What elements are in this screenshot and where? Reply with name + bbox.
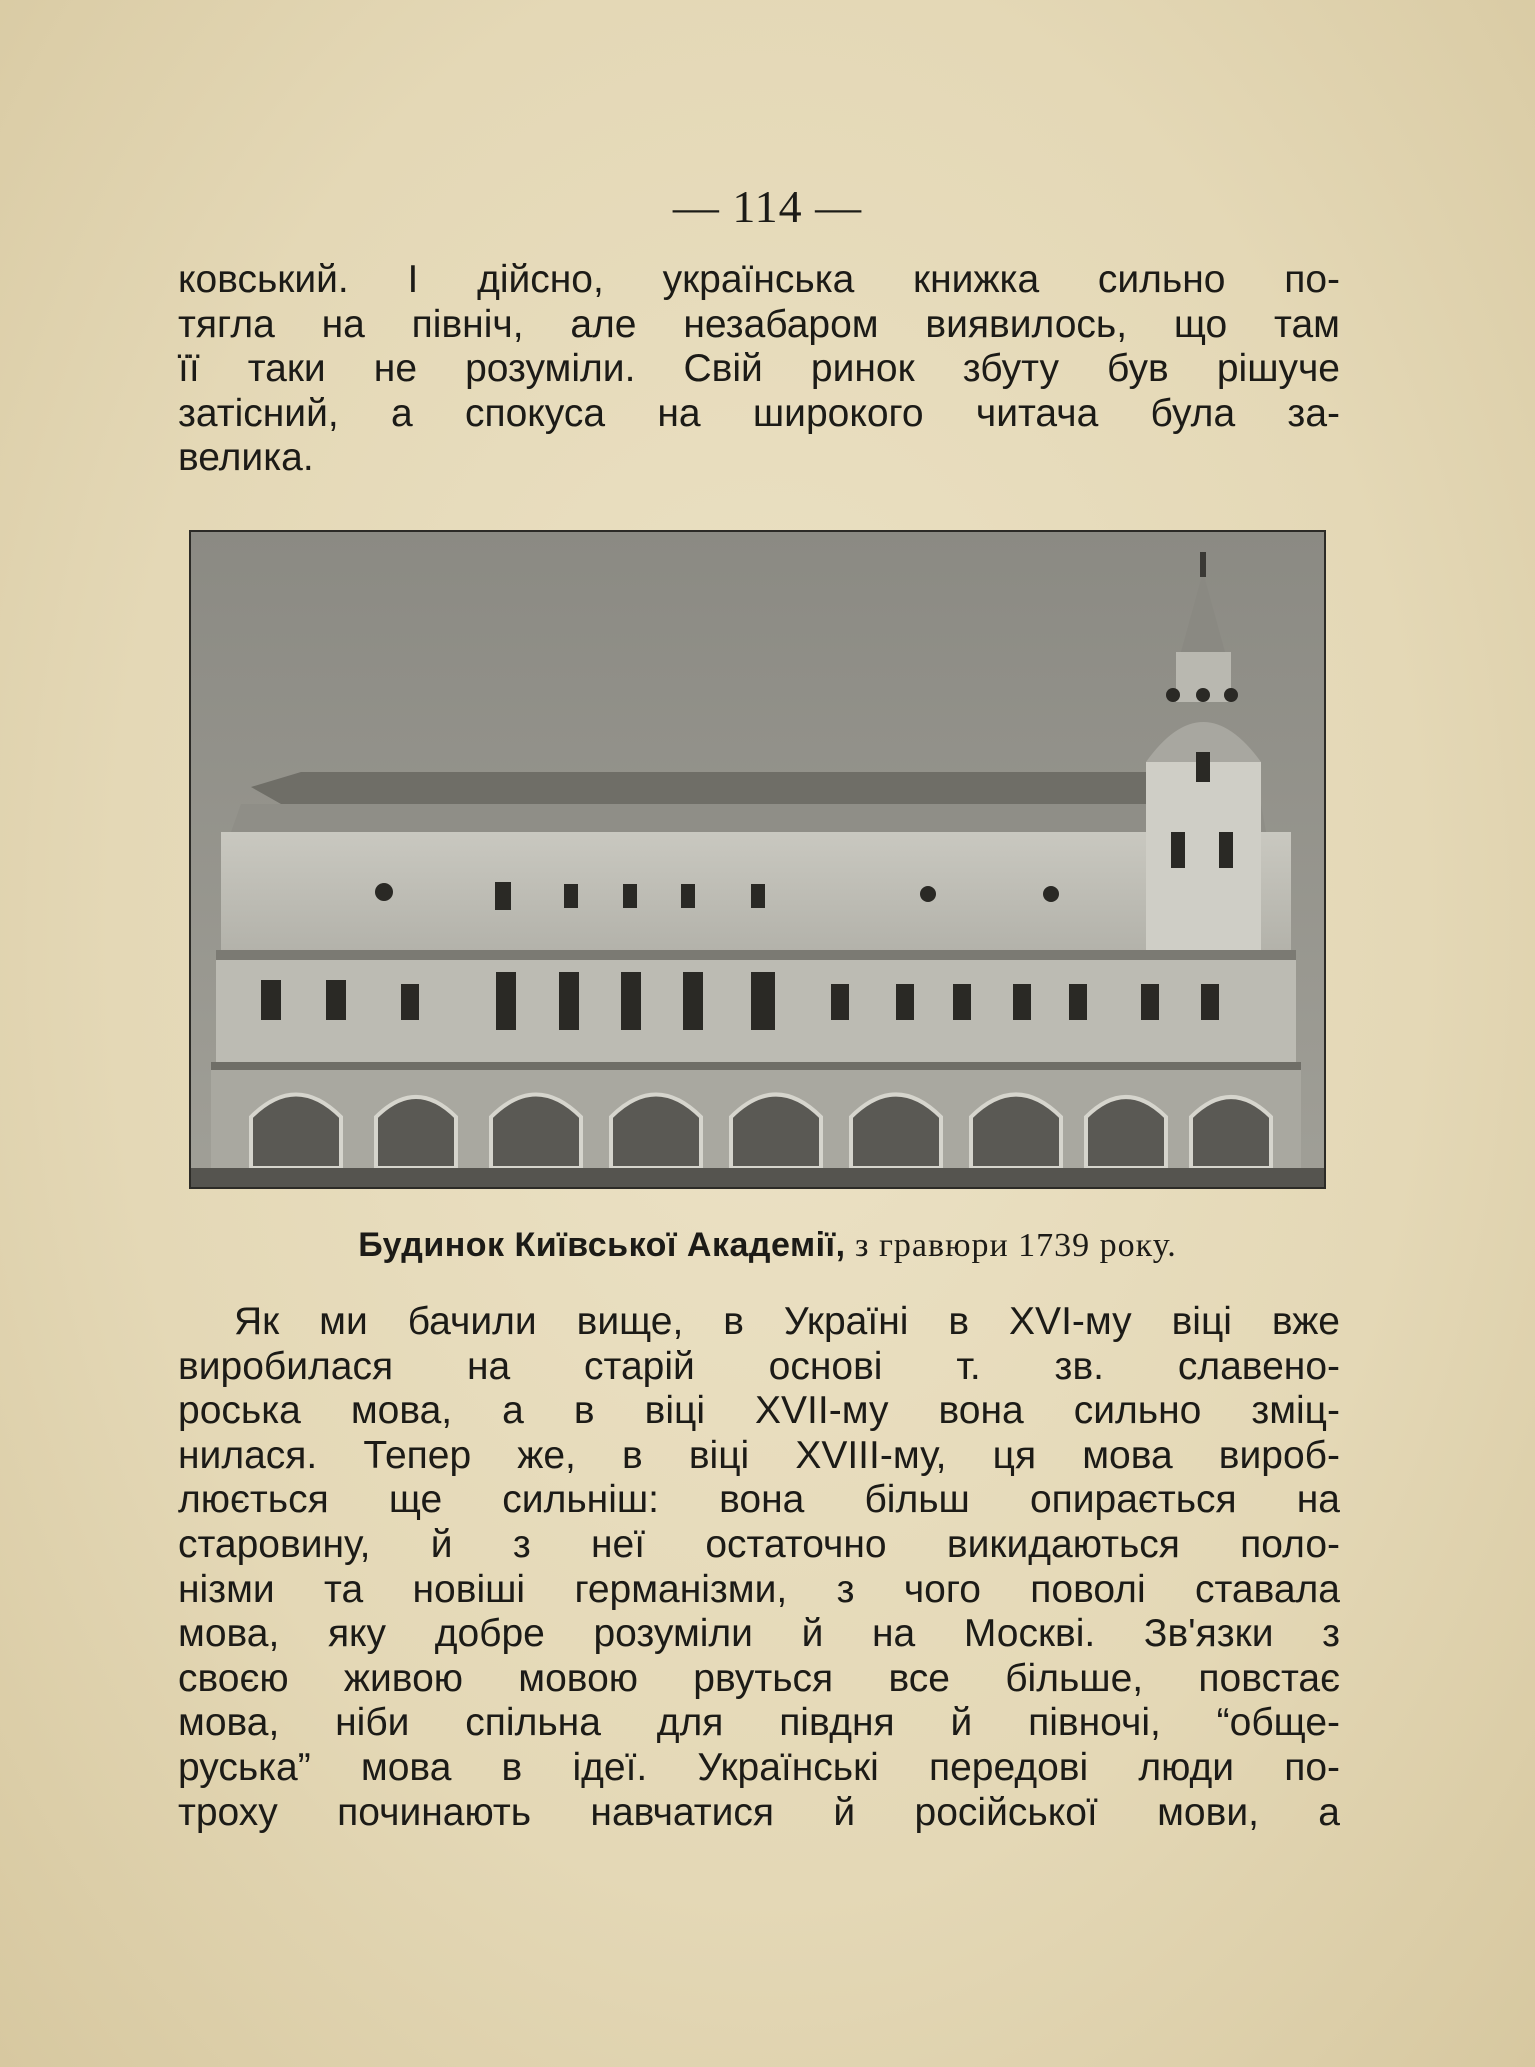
text-line: тягла на північ, але незабаром виявилось, що там: [178, 302, 1340, 346]
text-line: ковський. І дійсно, українська книжка сильно по-: [178, 258, 1340, 301]
figure-caption: [0, 1226, 1535, 1265]
building-engraving-icon: [191, 532, 1324, 1187]
text-line: її таки не розуміли. Свій ринок збуту був рішуче: [178, 347, 1340, 391]
text-line: велика.: [178, 436, 314, 480]
text-line: троху починають навчатися й російської мови, а: [178, 1790, 1340, 1834]
text-line: роська мова, а в віці XVII-му вона сильно зміц-: [178, 1389, 1340, 1433]
caption-title: Будинок Київської Академії,: [358, 1226, 846, 1264]
text-line: виробилася на старій основі т. зв. славено-: [178, 1344, 1340, 1388]
text-line: нилася. Тепер же, в віці XVIII-му, ця мова вироб-: [178, 1433, 1340, 1477]
academy-building-illustration: [189, 530, 1326, 1189]
text-line: затісний, а спокуса на широкого читача була за-: [178, 391, 1340, 435]
text-line: нізми та новіші германізми, з чого поволі ставала: [178, 1567, 1340, 1611]
bottom-paragraph: [178, 1300, 1340, 1835]
text-line: своєю живою мовою рвуться все більше, повстає: [178, 1656, 1340, 1700]
text-line: мова, яку добре розуміли й на Москві. Зв'язки з: [178, 1612, 1340, 1656]
caption-source: з гравюри 1739 року.: [845, 1227, 1177, 1264]
text-line: люється ще сильніш: вона більш опирається на: [178, 1478, 1340, 1522]
top-paragraph: [178, 258, 1340, 481]
text-line: мова, ніби спільна для півдня й півночі, “обще-: [178, 1701, 1340, 1745]
page-number: — 114 —: [672, 181, 863, 232]
text-line: руська” мова в ідеї. Українські передові люди по-: [178, 1745, 1340, 1789]
text-line: Як ми бачили вище, в Україні в XVI-му віці вже: [234, 1300, 1340, 1343]
text-line: старовину, й з неї остаточно викидаються поло-: [178, 1522, 1340, 1566]
